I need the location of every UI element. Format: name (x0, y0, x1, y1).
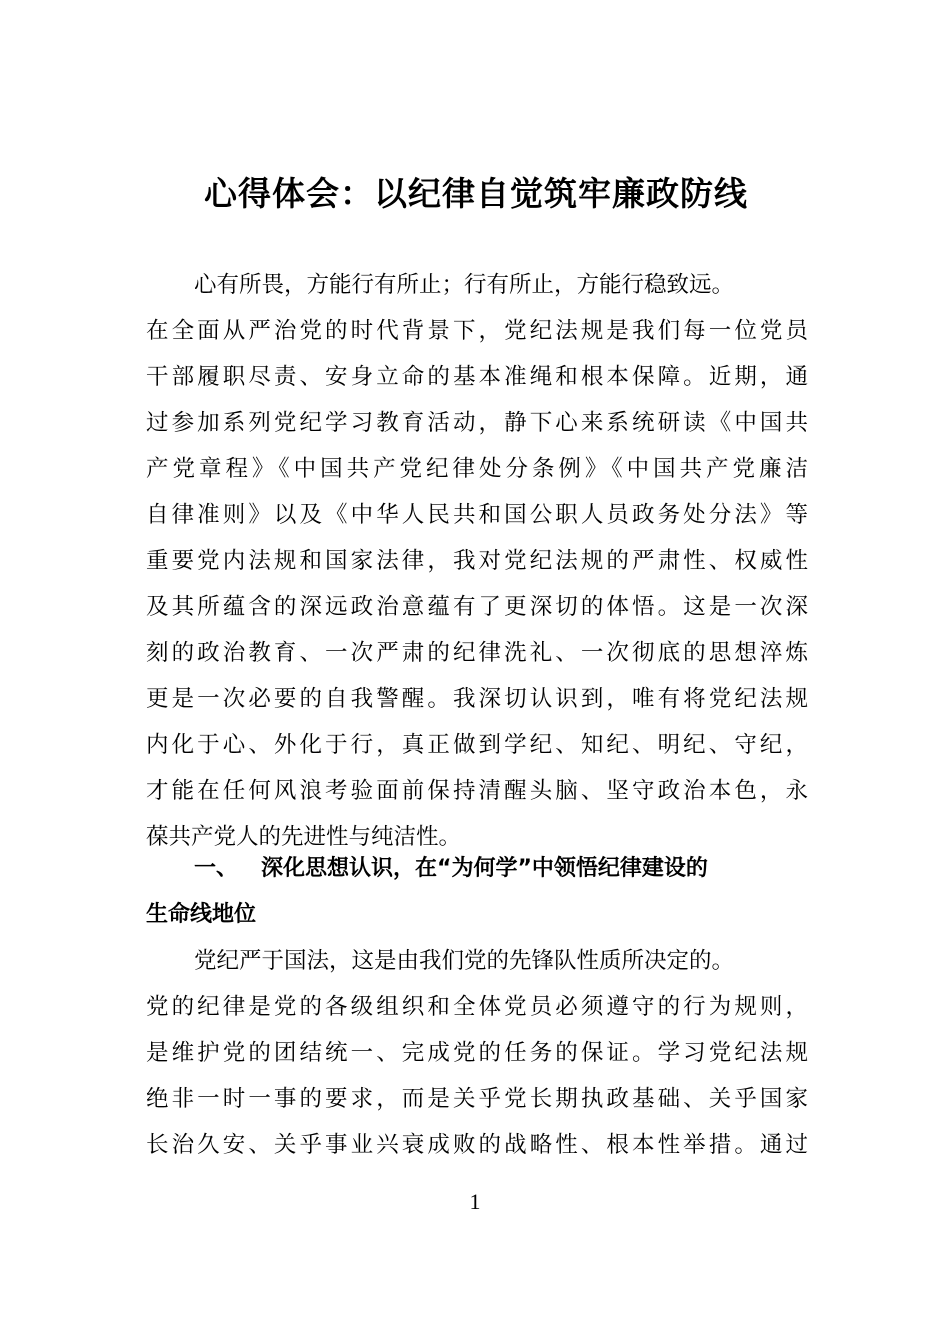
paragraph-line: 过参加系列党纪学习教育活动，静下心来系统研读《中国共 (146, 410, 808, 436)
paragraph-line: 党纪严于国法，这是由我们党的先锋队性质所决定的。 (194, 948, 735, 974)
paragraph-line: 长治久安、关乎事业兴衰成败的战略性、根本性举措。通过 (146, 1132, 808, 1158)
section-heading-line: 生命线地位 (146, 902, 257, 927)
paragraph-line: 是维护党的团结统一、完成党的任务的保证。学习党纪法规 (146, 1040, 808, 1066)
paragraph-line: 刻的政治教育、一次严肃的纪律洗礼、一次彻底的思想淬炼 (146, 640, 808, 666)
paragraph-line: 干部履职尽责、安身立命的基本准绳和根本保障。近期，通 (146, 364, 808, 390)
paragraph-line: 心有所畏，方能行有所止；行有所止，方能行稳致远。 (194, 272, 735, 298)
paragraph-line: 及其所蕴含的深远政治意蕴有了更深切的体悟。这是一次深 (146, 594, 808, 620)
section-heading-line (146, 846, 808, 892)
paragraph-line: 内化于心、外化于行，真正做到学纪、知纪、明纪、守纪， (146, 732, 808, 758)
paragraph-line: 重要党内法规和国家法律，我对党纪法规的严肃性、权威性 (146, 548, 808, 574)
intro-paragraph (146, 262, 808, 860)
paragraph-line: 党的纪律是党的各级组织和全体党员必须遵守的行为规则， (146, 994, 808, 1020)
section-number: 一、 (194, 856, 239, 881)
page-number: 1 (469, 1189, 481, 1214)
paragraph-line: 自律准则》以及《中华人民共和国公职人员政务处分法》等 (146, 502, 808, 528)
paragraph-line: 产党章程》《中国共产党纪律处分条例》《中国共产党廉洁 (146, 456, 808, 482)
paragraph-line: 才能在任何风浪考验面前保持清醒头脑、坚守政治本色，永 (146, 778, 808, 804)
section-heading-text: 深化思想认识，在“为何学”中领悟纪律建设的 (261, 856, 708, 881)
paragraph-line: 更是一次必要的自我警醒。我深切认识到，唯有将党纪法规 (146, 686, 808, 712)
paragraph-line: 葆共产党人的先进性与纯洁性。 (146, 824, 462, 850)
body-paragraph (146, 938, 808, 1168)
paragraph-line: 绝非一时一事的要求，而是关乎党长期执政基础、关乎国家 (146, 1086, 808, 1112)
section-heading (146, 846, 808, 938)
paragraph-line: 在全面从严治党的时代背景下，党纪法规是我们每一位党员 (146, 318, 808, 344)
document-title: 心得体会：以纪律自觉筑牢廉政防线 (204, 174, 748, 213)
